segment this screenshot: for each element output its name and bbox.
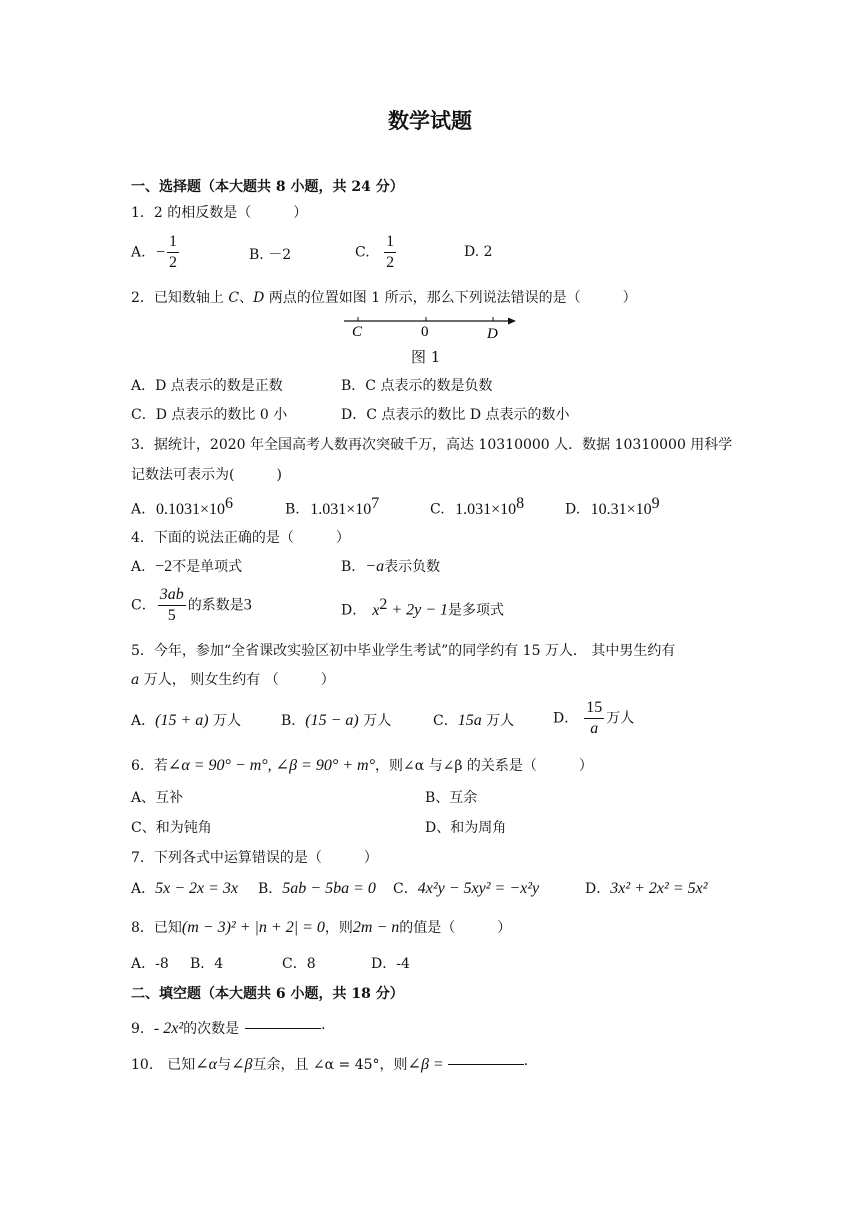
- question-1-stem: 1．2 的相反数是（ ）: [131, 205, 308, 221]
- math: −2: [155, 558, 173, 575]
- var-d: D: [253, 290, 265, 306]
- question-4-stem: 4．下面的说法正确的是（ ）: [131, 530, 350, 546]
- option-text: 的系数是: [187, 597, 244, 614]
- option-text: 万人: [363, 713, 392, 729]
- question-2-stem: [131, 287, 637, 307]
- question-3-line-2: 记数法可表示为( ): [131, 467, 282, 483]
- denominator: a: [590, 720, 599, 737]
- option-label: C.: [430, 501, 445, 518]
- option-label: B．: [341, 559, 366, 575]
- option-label: C．: [393, 881, 418, 897]
- question-number: 9．: [131, 1021, 154, 1037]
- option-text: 是多项式: [448, 602, 505, 619]
- question-7-option-a: [131, 878, 238, 898]
- line-text: 万人， 则女生约有 （ ）: [139, 672, 335, 688]
- math: 3: [243, 596, 252, 614]
- option-text: 万人: [606, 710, 635, 727]
- math: 5x − 2x = 3x: [155, 880, 239, 897]
- stem-text: 2．已知数轴上: [131, 290, 229, 306]
- option-label: A.: [131, 501, 146, 518]
- stem-text: 的次数是: [183, 1021, 240, 1037]
- math: ∠β =: [407, 1056, 444, 1073]
- var-a: a: [131, 672, 140, 688]
- minus-sign: −: [156, 243, 166, 261]
- option-label: C．: [433, 713, 458, 729]
- stem-text: ，则: [324, 920, 353, 936]
- fraction: [167, 232, 179, 273]
- numerator: 1: [384, 232, 396, 253]
- question-1-option-d: D. 2: [464, 244, 493, 260]
- stem-text: 两点的位置如图 1 所示，那么下列说法错误的是（ ）: [264, 290, 637, 306]
- axis-label-c: C: [352, 324, 363, 340]
- math: 10.31×10: [590, 500, 652, 518]
- option-text: 表示负数: [384, 559, 441, 575]
- math: 3x² + 2x² = 5x²: [610, 880, 708, 897]
- option-text: 万人: [486, 713, 515, 729]
- question-4-option-c: [131, 585, 252, 626]
- question-6-stem: [131, 755, 593, 775]
- question-7-stem: 7．下列各式中运算错误的是（ ）: [131, 850, 378, 866]
- option-label: D.: [565, 501, 581, 518]
- exponent: 9: [651, 495, 660, 512]
- question-4-option-d: [341, 596, 504, 620]
- question-6-option-a: A、互补: [131, 790, 184, 806]
- math: −a: [365, 558, 385, 575]
- math: 1.031×10: [310, 500, 372, 518]
- question-3-option-c: [430, 495, 524, 519]
- option-text: 不是单项式: [172, 559, 243, 575]
- math: (15 + a): [155, 712, 209, 729]
- question-8-stem: [131, 917, 511, 937]
- axis-label-0: 0: [421, 324, 429, 340]
- question-9: 9．- 2x²的次数是 ·: [131, 1020, 326, 1037]
- question-5-option-b: [281, 710, 391, 730]
- option-label: D．: [553, 710, 579, 727]
- axis-label-d: D: [487, 326, 498, 342]
- stem-text: ，则∠α 与∠β 的关系是（ ）: [375, 758, 593, 774]
- math: x: [372, 601, 380, 619]
- math: (15 − a): [305, 712, 359, 729]
- math: ∠α: [195, 1056, 218, 1073]
- exponent: 8: [516, 495, 525, 512]
- question-8-option-d: D．-4: [371, 956, 410, 972]
- math: (m − 3)² + |n + 2| = 0: [181, 919, 325, 936]
- math: ∠β: [231, 1056, 253, 1073]
- option-text: 万人: [213, 713, 242, 729]
- stem-text: 与: [217, 1057, 232, 1073]
- question-3-option-a: [131, 495, 233, 519]
- stem-text: 6．若: [131, 758, 168, 774]
- question-8-option-a: A．-8: [131, 956, 169, 972]
- exponent: 6: [225, 495, 234, 512]
- question-8-option-b: B．4: [190, 956, 224, 972]
- question-3-option-b: [285, 495, 379, 519]
- question-6-option-c: C、和为钝角: [131, 820, 212, 836]
- denominator: 5: [167, 607, 176, 624]
- question-2-option-a: A．D 点表示的数是正数: [131, 378, 283, 394]
- question-number: 10． 已知: [131, 1057, 196, 1073]
- numerator: 1: [167, 232, 179, 253]
- math: 1.031×10: [455, 500, 517, 518]
- option-label: B.: [285, 501, 300, 518]
- question-5-option-a: [131, 710, 241, 730]
- denominator: 2: [169, 254, 178, 271]
- question-7-option-d: [585, 878, 708, 898]
- numerator: 3ab: [158, 585, 186, 606]
- stem-text: 互余，且 ∠α = 45°，则: [252, 1057, 408, 1073]
- question-1-option-c: [355, 232, 398, 273]
- math: - 2x²: [153, 1020, 184, 1037]
- answer-blank: [245, 1028, 321, 1029]
- answer-blank: [448, 1064, 524, 1065]
- stem-text: 的值是（ ）: [399, 920, 512, 936]
- sep: 、: [239, 290, 254, 306]
- option-label: D．: [341, 602, 367, 619]
- question-4-option-a: [131, 556, 242, 576]
- fraction: [158, 585, 186, 626]
- question-3-option-d: [565, 495, 660, 519]
- math: 15a: [457, 712, 482, 729]
- option-label: C．: [131, 597, 156, 614]
- var-c: C: [228, 290, 240, 306]
- exponent: 7: [371, 495, 380, 512]
- stem-text: 8．已知: [131, 920, 182, 936]
- fraction: [584, 698, 604, 739]
- math: 0.1031×10: [156, 500, 226, 518]
- question-2-option-c: C．D 点表示的数比 0 小: [131, 407, 288, 423]
- question-6-option-b: B、互余: [425, 790, 478, 806]
- question-7-option-c: [393, 878, 539, 898]
- option-label: B．: [281, 713, 306, 729]
- option-label: D．: [585, 881, 611, 897]
- denominator: 2: [386, 254, 395, 271]
- question-10: 10． 已知∠α与∠β互余，且 ∠α = 45°，则∠β = ·: [131, 1056, 529, 1073]
- fraction: [384, 232, 396, 273]
- option-label: A．: [131, 881, 156, 897]
- option-label: A．: [131, 713, 156, 729]
- option-label: A.: [131, 244, 146, 261]
- math: + 2y − 1: [387, 601, 449, 619]
- question-2-option-b: B．C 点表示的数是负数: [341, 378, 493, 394]
- section-heading-choice: 一、选择题（本大题共 8 小题，共 24 分）: [131, 179, 404, 195]
- figure-caption: 图 1: [411, 348, 441, 366]
- question-3-line-1: 3．据统计，2020 年全国高考人数再次突破千万，高达 10310000 人．数据 10310000 用科学: [131, 437, 733, 453]
- number-line-arrow: [508, 318, 516, 325]
- question-5-line-1: 5．今年，参加“全省课改实验区初中毕业学生考试”的同学约有 15 万人． 其中男生约有: [131, 643, 676, 659]
- question-1-option-a: [131, 232, 181, 273]
- question-1-option-b: B. －2: [249, 247, 292, 263]
- math: 5ab − 5ba = 0: [282, 880, 376, 897]
- page-title: 数学试题: [388, 108, 472, 133]
- option-label: B．: [258, 881, 283, 897]
- question-6-option-d: D、和为周角: [425, 820, 507, 836]
- question-5-option-d: [553, 698, 634, 739]
- question-7-option-b: [258, 878, 376, 898]
- question-4-option-b: [341, 556, 440, 576]
- option-label: A．: [131, 559, 156, 575]
- question-5-option-c: [433, 710, 514, 730]
- numerator: 15: [584, 698, 604, 719]
- number-line-figure: [340, 312, 530, 342]
- section-heading-fill-in: 二、填空题（本大题共 6 小题，共 18 分）: [131, 986, 404, 1002]
- option-label: C.: [355, 244, 370, 261]
- math: ∠α = 90° − m°, ∠β = 90° + m°: [167, 757, 375, 774]
- question-8-option-c: C．8: [282, 956, 316, 972]
- question-5-line-2: [131, 669, 335, 689]
- question-2-option-d: D．C 点表示的数比 D 点表示的数小: [341, 407, 570, 423]
- math: 2m − n: [352, 919, 400, 936]
- math: 4x²y − 5xy² = −x²y: [417, 880, 540, 897]
- exponent: 2: [379, 596, 388, 613]
